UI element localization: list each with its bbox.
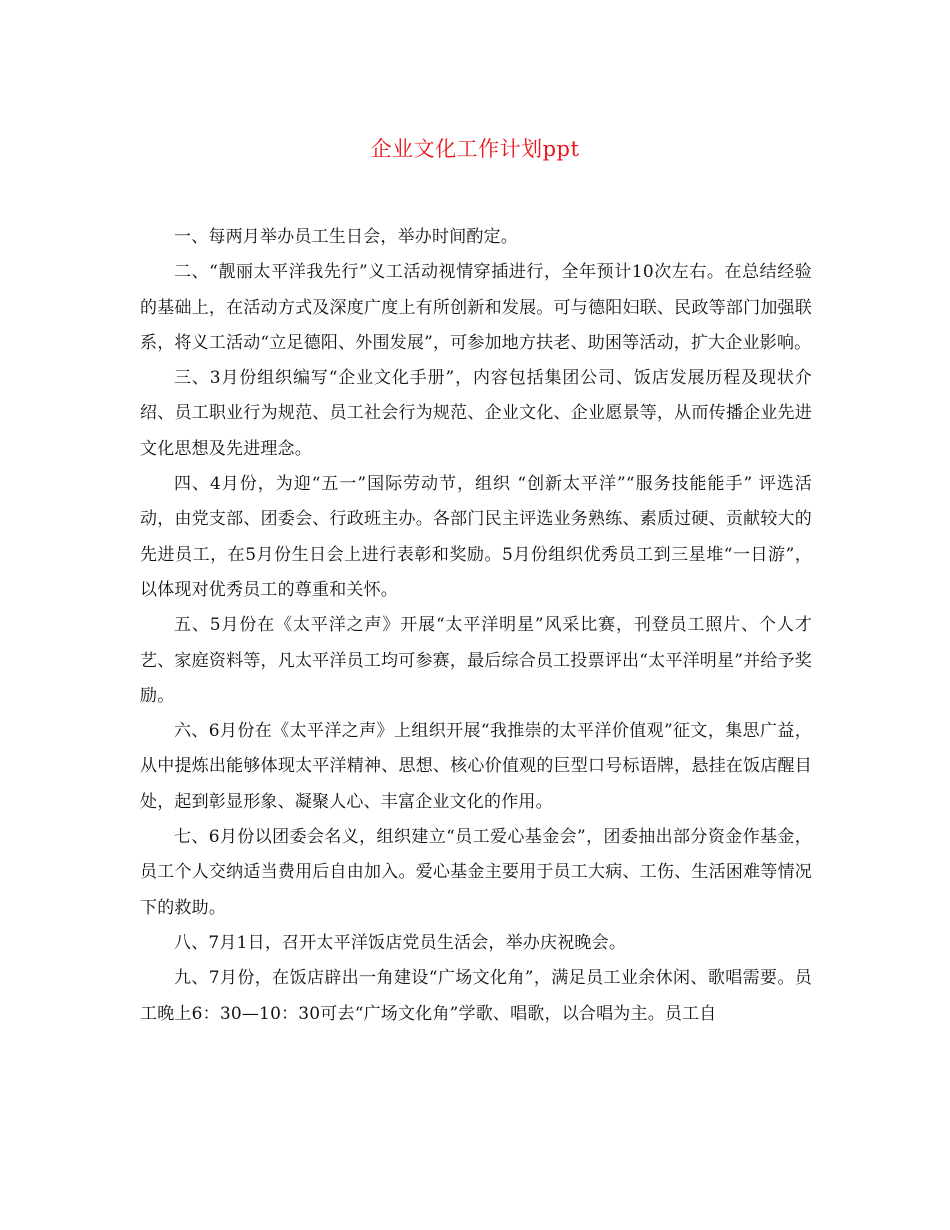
paragraph-1: 一、每两月举办员工生日会，举办时间酌定。 [174,227,518,247]
paragraph-6: 六、6月份在《太平洋之声》上组织开展“我推崇的太平洋价值观”征文，集思广益，从中提炼出能够体现太平洋精神、思想、核心价值观的巨型口号标语牌，悬挂在饭店醒目处，起到彰显形象、凝聚人心、丰富企业文化的作用。 [140,721,812,812]
paragraph-4: 四、4月份，为迎“五一”国际劳动节，组织 “创新太平洋”“服务技能能手” 评选活动，由党支部、团委会、行政班主办。各部门民主评选业务熟练、素质过硬、贡献较大的先进员工，在5月份生日会上进行表彰和奖励。5月份组织优秀员工到三星堆“一日游”，以体现对优秀员工的尊重和关怀。 [140,474,812,600]
paragraph-5: 五、5月份在《太平洋之声》开展“太平洋明星”风采比赛，刊登员工照片、个人才艺、家庭资料等，凡太平洋员工均可参赛，最后综合员工投票评出“太平洋明星”并给予奖励。 [140,615,812,706]
paragraph-9: 九、7月份，在饭店辟出一角建设“广场文化角”，满足员工业余休闲、歌唱需要。员工晚上6：30—10：30可去“广场文化角”学歌、唱歌，以合唱为主。员工自 [140,968,812,1024]
paragraph-8: 八、7月1日，召开太平洋饭店党员生活会，举办庆祝晚会。 [174,932,627,953]
document-title: 企业文化工作计划ppt [370,137,580,161]
paragraph-3: 三、3月份组织编写“企业文化手册”，内容包括集团公司、饭店发展历程及现状介绍、员工职业行为规范、员工社会行为规范、企业文化、企业愿景等，从而传播企业先进文化思想及先进理念。 [140,368,812,459]
paragraph-2: 二、“靓丽太平洋我先行”义工活动视情穿插进行，全年预计10次左右。在总结经验的基础上，在活动方式及深度广度上有所创新和发展。可与德阳妇联、民政等部门加强联系，将义工活动“立足德阳、外围发展”，可参加地方扶老、助困等活动，扩大企业影响。 [140,262,812,353]
document-body [140,220,812,1032]
paragraph-7: 七、6月份以团委会名义，组织建立“员工爱心基金会”，团委抽出部分资金作基金，员工个人交纳适当费用后自由加入。爱心基金主要用于员工大病、工伤、生活困难等情况下的救助。 [140,827,812,918]
